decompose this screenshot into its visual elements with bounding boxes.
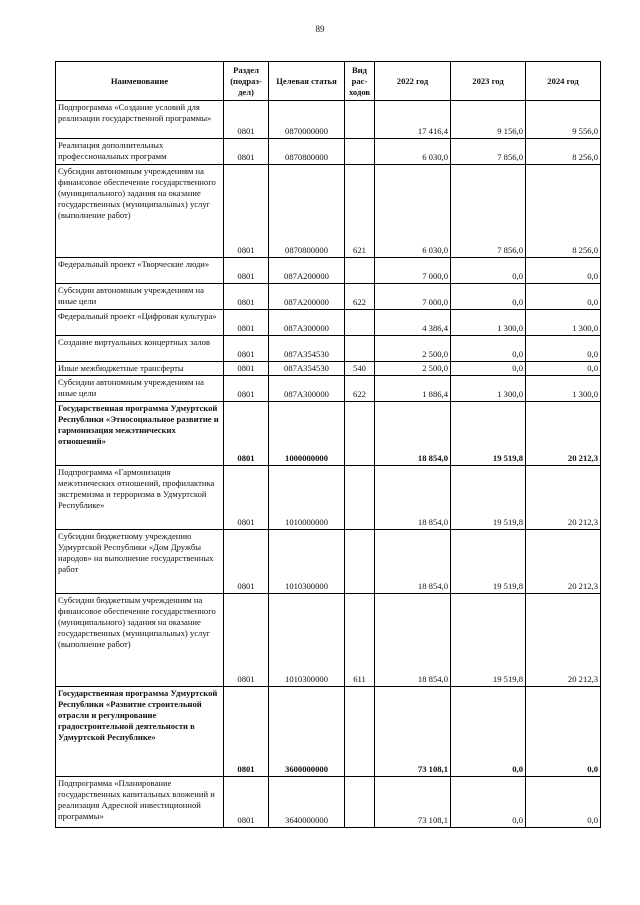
cell-exp-type: 540 [345,362,375,376]
cell-2023: 19 519,8 [451,466,526,530]
cell-name: Федеральный проект «Цифровая культура» [56,310,224,336]
cell-2022: 2 500,0 [375,336,451,362]
cell-2022: 1 886,4 [375,376,451,402]
cell-2024: 0,0 [526,687,601,777]
cell-exp-type [345,139,375,165]
cell-2022: 6 030,0 [375,165,451,258]
cell-name: Федеральный проект «Творческие люди» [56,258,224,284]
cell-name: Подпрограмма «Гармонизация межэтнических отношений, профилактика экстремизма и терроризма в Удмуртской Республике» [56,466,224,530]
cell-name: Субсидии бюджетному учреждению Удмуртской Республики «Дом Дружбы народов» на выполнение государственных работ [56,530,224,594]
cell-exp-type: 621 [345,165,375,258]
table-row [56,466,601,530]
header-name: Наименование [56,62,224,101]
cell-name: Субсидии автономным учреждениям на иные цели [56,284,224,310]
cell-name: Реализация дополнительных профессиональных программ [56,139,224,165]
cell-2023: 19 519,8 [451,402,526,466]
cell-2022: 6 030,0 [375,139,451,165]
table-row [56,376,601,402]
cell-2024: 0,0 [526,777,601,828]
header-2022: 2022 год [375,62,451,101]
cell-2023: 9 156,0 [451,101,526,139]
cell-section: 0801 [224,402,269,466]
cell-section: 0801 [224,310,269,336]
cell-target: 087A200000 [269,284,345,310]
table-row [56,777,601,828]
cell-2024: 8 256,0 [526,139,601,165]
cell-2024: 1 300,0 [526,310,601,336]
cell-2024: 0,0 [526,258,601,284]
cell-name: Государственная программа Удмуртской Республики «Этносоциальное развитие и гармонизация межэтнических отношений» [56,402,224,466]
cell-name: Подпрограмма «Создание условий для реализации государственной программы» [56,101,224,139]
cell-section: 0801 [224,362,269,376]
cell-target: 3600000000 [269,687,345,777]
cell-section: 0801 [224,376,269,402]
table-row [56,687,601,777]
table-row [56,139,601,165]
cell-target: 0870000000 [269,101,345,139]
cell-section: 0801 [224,139,269,165]
cell-exp-type [345,101,375,139]
cell-2022: 7 000,0 [375,284,451,310]
cell-name: Субсидии автономным учреждениям на финансовое обеспечение государственного (муниципального) задания на оказание государственных (муниципальных) услуг (выполнение работ) [56,165,224,258]
table-row [56,362,601,376]
cell-2023: 19 519,8 [451,530,526,594]
cell-2023: 0,0 [451,777,526,828]
cell-name: Создание виртуальных концертных залов [56,336,224,362]
cell-2023: 0,0 [451,258,526,284]
cell-2023: 7 856,0 [451,139,526,165]
header-2024: 2024 год [526,62,601,101]
cell-2023: 0,0 [451,687,526,777]
budget-table [55,61,601,828]
cell-target: 1000000000 [269,402,345,466]
cell-2023: 7 856,0 [451,165,526,258]
cell-exp-type [345,687,375,777]
cell-name: Субсидии бюджетным учреждениям на финансовое обеспечение государственного (муниципального) задания на оказание государственных (муниципальных) услуг (выполнение работ) [56,594,224,687]
table-row [56,101,601,139]
header-2023: 2023 год [451,62,526,101]
cell-2022: 18 854,0 [375,402,451,466]
cell-section: 0801 [224,101,269,139]
cell-2024: 20 212,3 [526,402,601,466]
cell-2023: 1 300,0 [451,310,526,336]
cell-2023: 1 300,0 [451,376,526,402]
cell-2024: 9 556,0 [526,101,601,139]
header-target: Целевая статья [269,62,345,101]
cell-section: 0801 [224,777,269,828]
cell-target: 087A354530 [269,336,345,362]
cell-exp-type: 611 [345,594,375,687]
cell-2022: 2 500,0 [375,362,451,376]
cell-section: 0801 [224,284,269,310]
cell-exp-type [345,466,375,530]
header-row [56,62,601,101]
cell-name: Субсидии автономным учреждениям на иные цели [56,376,224,402]
cell-target: 1010300000 [269,530,345,594]
cell-2024: 0,0 [526,336,601,362]
cell-name: Иные межбюджетные трансферты [56,362,224,376]
cell-target: 087A200000 [269,258,345,284]
cell-exp-type [345,258,375,284]
cell-2024: 20 212,3 [526,530,601,594]
cell-2022: 7 000,0 [375,258,451,284]
table-row [56,310,601,336]
cell-2024: 0,0 [526,362,601,376]
table-row [56,165,601,258]
cell-exp-type: 622 [345,284,375,310]
cell-exp-type [345,336,375,362]
cell-section: 0801 [224,165,269,258]
cell-exp-type [345,402,375,466]
page-number: 89 [315,24,325,34]
cell-2023: 19 519,8 [451,594,526,687]
cell-target: 087A354530 [269,362,345,376]
cell-2022: 18 854,0 [375,594,451,687]
cell-name: Подпрограмма «Планирование государственных капитальных вложений и реализация Адресной инвестиционной программы» [56,777,224,828]
cell-2022: 18 854,0 [375,466,451,530]
cell-2022: 17 416,4 [375,101,451,139]
cell-target: 0870800000 [269,139,345,165]
table-row [56,530,601,594]
cell-2024: 8 256,0 [526,165,601,258]
table-row [56,594,601,687]
cell-2024: 20 212,3 [526,466,601,530]
cell-2024: 20 212,3 [526,594,601,687]
cell-section: 0801 [224,530,269,594]
cell-target: 3640000000 [269,777,345,828]
header-section: Раздел (подраз-дел) [224,62,269,101]
cell-target: 1010000000 [269,466,345,530]
cell-2023: 0,0 [451,362,526,376]
cell-target: 087A300000 [269,310,345,336]
cell-section: 0801 [224,594,269,687]
cell-exp-type [345,777,375,828]
cell-exp-type: 622 [345,376,375,402]
cell-section: 0801 [224,466,269,530]
cell-2022: 73 108,1 [375,777,451,828]
table-row [56,336,601,362]
cell-2023: 0,0 [451,336,526,362]
cell-section: 0801 [224,687,269,777]
cell-2024: 1 300,0 [526,376,601,402]
table-row [56,284,601,310]
cell-2023: 0,0 [451,284,526,310]
cell-exp-type [345,310,375,336]
cell-target: 087A300000 [269,376,345,402]
cell-exp-type [345,530,375,594]
table-row [56,258,601,284]
cell-target: 0870800000 [269,165,345,258]
cell-target: 1010300000 [269,594,345,687]
table-row [56,402,601,466]
cell-2022: 73 108,1 [375,687,451,777]
cell-section: 0801 [224,258,269,284]
cell-2022: 4 386,4 [375,310,451,336]
cell-name: Государственная программа Удмуртской Республики «Развитие строительной отрасли и регулирование градостроительной деятельности в Удмуртской Республике» [56,687,224,777]
header-exp-type: Вид рас-ходов [345,62,375,101]
cell-2024: 0,0 [526,284,601,310]
cell-2022: 18 854,0 [375,530,451,594]
cell-section: 0801 [224,336,269,362]
